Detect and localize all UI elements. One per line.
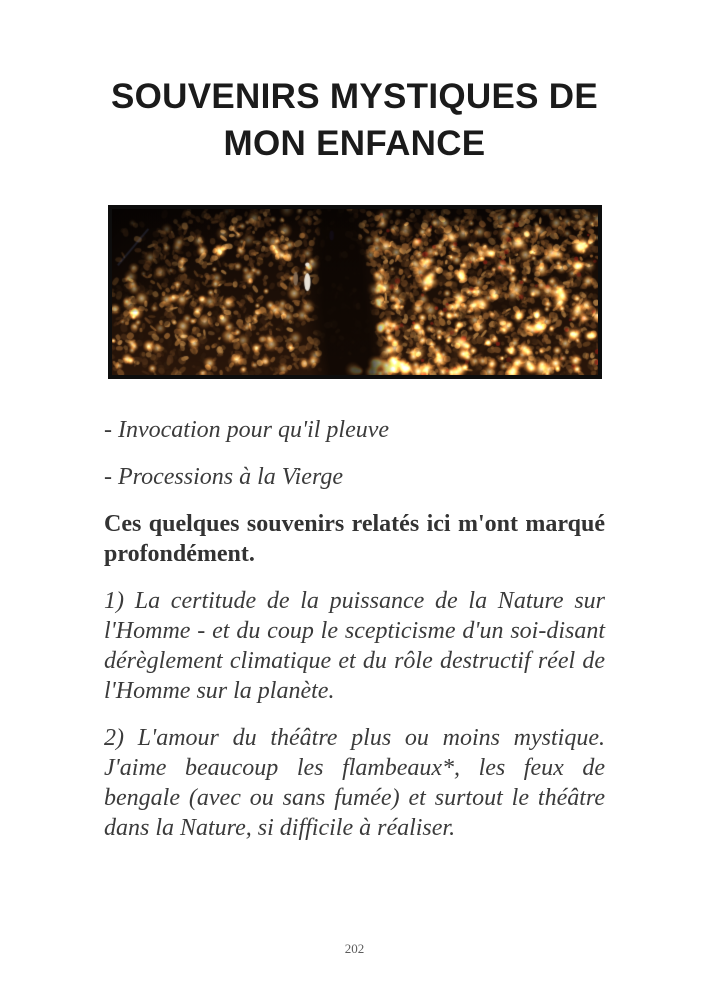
text-content: [104, 415, 605, 843]
page-number: 202: [344, 941, 365, 956]
candlelight-procession-photo: [108, 205, 602, 379]
photo-figure: [108, 205, 602, 379]
list-item-processions: - Processions à la Vierge: [104, 464, 344, 490]
page-title-line-1: SOUVENIRS MYSTIQUES DE: [111, 77, 598, 116]
page-title: [10, 73, 699, 167]
paragraph-nature: 1) La certitude de la puissance de la Nature sur l'Homme - et du coup le scepticisme d'un soi-disant dérèglement climatique et du rôle destructif réel de l'Homme sur la planète.: [104, 588, 605, 704]
paragraph-intro: Ces quelques souvenirs relatés ici m'ont marqué profondément.: [104, 511, 605, 567]
list-item-invocation: - Invocation pour qu'il pleuve: [104, 417, 390, 443]
page-title-line-2: MON ENFANCE: [223, 124, 486, 163]
paragraph-theatre: 2) L'amour du théâtre plus ou moins mystique. J'aime beaucoup les flambeaux*, les feux de bengale (avec ou sans fumée) et surtout le théâtre dans la Nature, si difficile à réaliser.: [104, 725, 605, 841]
